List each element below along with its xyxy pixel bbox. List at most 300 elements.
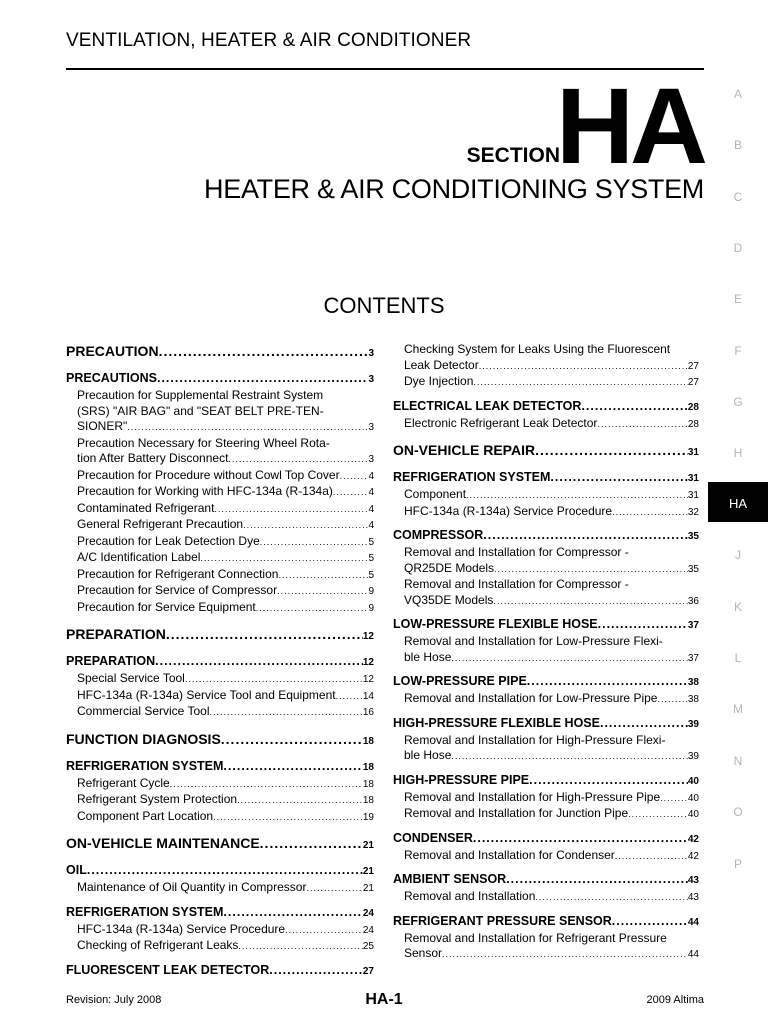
toc-entry-row xyxy=(66,583,374,600)
toc-entry-page: 24 xyxy=(362,924,374,936)
toc-entry-row xyxy=(66,834,374,855)
toc-entry[interactable] xyxy=(393,616,699,634)
toc-entry-row xyxy=(66,342,374,363)
toc-entry-row xyxy=(393,593,699,610)
toc-entry-row xyxy=(393,889,699,906)
toc-entry[interactable] xyxy=(393,634,699,666)
toc-entry-title: Removal and Installation xyxy=(404,889,536,903)
toc-entry-page: 39 xyxy=(687,718,699,730)
toc-entry-title: Removal and Installation for High-Pressure Pipe xyxy=(404,789,661,804)
toc-entry-title: tion After Battery Disconnect xyxy=(77,451,229,465)
dot-leader xyxy=(256,601,369,617)
toc-entry[interactable] xyxy=(66,862,374,880)
toc-entry[interactable] xyxy=(393,673,699,691)
footer-page-id: HA-1 xyxy=(365,991,403,1008)
toc-entry-title: Precaution for Procedure without Cowl Top Cover xyxy=(77,467,340,482)
toc-entry-row xyxy=(66,862,374,880)
toc-entry-row xyxy=(393,691,699,708)
contents-left-column xyxy=(66,342,374,980)
toc-entry-title: SIONER" xyxy=(77,419,128,433)
toc-entry-title: Contaminated Refrigerant xyxy=(77,500,215,515)
toc-entry-row xyxy=(66,419,374,436)
toc-entry-title: Commercial Service Tool xyxy=(77,704,210,718)
toc-entry-page: 27 xyxy=(362,965,374,977)
dot-leader xyxy=(529,772,688,788)
dot-leader xyxy=(550,469,687,485)
toc-entry-title: CONDENSER xyxy=(393,830,473,845)
toc-entry-page: 40 xyxy=(687,809,699,820)
toc-entry-title: Sensor xyxy=(404,946,443,960)
toc-entry-title-line: (SRS) "AIR BAG" and "SEAT BELT PRE-TEN- xyxy=(77,403,324,418)
dot-leader xyxy=(127,420,368,436)
toc-entry-title: Precaution for Service Equipment xyxy=(77,599,256,614)
toc-entry[interactable] xyxy=(66,880,374,897)
toc-entry-page: 3 xyxy=(368,348,374,359)
toc-entry-title: Dye Injection xyxy=(404,374,474,388)
tab-k[interactable]: K xyxy=(733,600,742,614)
tab-ha[interactable]: HA xyxy=(708,482,768,522)
toc-entry-row xyxy=(66,550,374,567)
toc-entry-title: Removal and Installation for Junction Pipe xyxy=(404,806,629,820)
dot-leader xyxy=(285,923,363,939)
toc-entry[interactable] xyxy=(393,715,699,733)
dot-leader xyxy=(336,689,363,705)
toc-entry-page: 9 xyxy=(368,602,374,614)
toc-entry[interactable] xyxy=(66,834,374,855)
toc-entry-row xyxy=(66,653,374,671)
toc-entry-page: 18 xyxy=(362,761,374,773)
toc-entry-page: 44 xyxy=(687,916,699,928)
dot-leader xyxy=(269,962,363,978)
toc-entry-title: QR25DE Models xyxy=(404,560,495,575)
dot-leader xyxy=(506,871,688,887)
section-title: HEATER & AIR CONDITIONING SYSTEM xyxy=(204,174,704,204)
toc-entry[interactable] xyxy=(66,938,374,955)
toc-entry-row xyxy=(393,806,699,823)
dot-leader xyxy=(612,505,688,521)
dot-leader xyxy=(466,488,688,504)
toc-entry-row xyxy=(393,398,699,416)
dot-leader xyxy=(237,793,363,809)
dot-leader xyxy=(535,890,687,906)
toc-entry[interactable] xyxy=(66,758,374,776)
toc-entry-title: HIGH-PRESSURE PIPE xyxy=(393,772,530,787)
dot-leader xyxy=(597,417,687,433)
toc-entry-page: 5 xyxy=(368,553,374,564)
toc-entry-title: ON-VEHICLE MAINTENANCE xyxy=(66,835,260,851)
toc-entry-page: 42 xyxy=(687,833,699,845)
toc-entry-page: 5 xyxy=(368,569,374,581)
toc-entry-title: Electronic Refrigerant Leak Detector xyxy=(404,415,598,430)
toc-entry-page: 27 xyxy=(687,360,699,372)
toc-entry-row xyxy=(66,600,374,617)
toc-entry-row xyxy=(393,673,699,691)
toc-entry[interactable] xyxy=(393,772,699,790)
toc-entry-title-line: Removal and Installation for Compressor - xyxy=(404,577,629,591)
toc-entry-page: 4 xyxy=(368,503,374,515)
tab-f[interactable]: F xyxy=(734,344,742,358)
toc-entry-page: 4 xyxy=(368,470,374,482)
toc-entry[interactable] xyxy=(66,583,374,600)
toc-entry-title: PREPARATION xyxy=(66,626,166,642)
tab-e[interactable]: E xyxy=(733,292,742,306)
toc-entry-page: 42 xyxy=(687,850,699,862)
footer-model: 2009 Altima xyxy=(646,994,704,1006)
dot-leader xyxy=(660,791,688,807)
toc-entry-title-line: Removal and Installation for High-Pressure Flexi- xyxy=(404,732,666,747)
section-code: HA xyxy=(556,65,704,186)
tab-g[interactable]: G xyxy=(733,395,743,409)
toc-entry-page: 25 xyxy=(362,941,374,952)
dot-leader xyxy=(494,562,688,578)
dot-leader xyxy=(223,904,362,920)
toc-entry-page: 44 xyxy=(687,949,699,960)
dot-leader xyxy=(170,777,363,793)
toc-entry[interactable] xyxy=(393,545,699,577)
toc-entry-row xyxy=(66,880,374,897)
toc-entry[interactable] xyxy=(66,671,374,688)
toc-entry-row xyxy=(66,922,374,939)
tab-p[interactable]: P xyxy=(733,857,742,871)
dot-leader xyxy=(333,485,369,501)
toc-entry[interactable] xyxy=(66,370,374,388)
toc-entry-page: 12 xyxy=(362,674,374,685)
toc-entry-title: REFRIGERATION SYSTEM xyxy=(393,470,551,484)
toc-entry-row xyxy=(66,370,374,388)
toc-entry-row xyxy=(66,904,374,922)
dot-leader xyxy=(527,673,688,689)
dot-leader xyxy=(340,469,369,485)
toc-entry-row xyxy=(393,469,699,487)
dot-leader xyxy=(223,758,362,774)
dot-leader xyxy=(598,616,688,632)
dot-leader xyxy=(243,518,368,534)
toc-entry-row xyxy=(66,517,374,534)
toc-entry-page: 28 xyxy=(687,418,699,430)
dot-leader xyxy=(628,807,688,823)
toc-entry-title: ble Hose xyxy=(404,748,452,762)
toc-entry[interactable] xyxy=(393,848,699,865)
dot-leader xyxy=(155,653,363,669)
toc-entry[interactable] xyxy=(66,484,374,501)
toc-entry[interactable] xyxy=(393,342,699,374)
toc-entry-page: 40 xyxy=(687,792,699,804)
toc-entry-page: 27 xyxy=(687,377,699,388)
toc-entry-row xyxy=(66,671,374,688)
dot-leader xyxy=(442,947,688,963)
toc-entry-title: LOW-PRESSURE FLEXIBLE HOSE xyxy=(393,617,598,631)
contents-heading: CONTENTS xyxy=(323,293,445,318)
toc-entry-page: 3 xyxy=(368,422,374,433)
toc-entry-page: 40 xyxy=(687,775,699,787)
toc-entry-title: ELECTRICAL LEAK DETECTOR xyxy=(393,398,582,413)
toc-entry-title: PRECAUTION xyxy=(66,343,159,359)
toc-entry[interactable] xyxy=(66,730,374,751)
toc-entry-page: 3 xyxy=(368,374,374,385)
dot-leader xyxy=(214,502,368,518)
dot-leader xyxy=(157,370,368,386)
tab-b[interactable]: B xyxy=(733,138,742,152)
toc-entry-row xyxy=(66,501,374,518)
toc-entry-row xyxy=(66,758,374,776)
toc-entry-page: 43 xyxy=(687,892,699,903)
toc-entry[interactable] xyxy=(393,806,699,823)
toc-entry-page: 4 xyxy=(368,520,374,531)
toc-entry[interactable] xyxy=(393,871,699,889)
toc-entry-row xyxy=(66,962,374,980)
toc-entry[interactable] xyxy=(66,922,374,939)
tab-n[interactable]: N xyxy=(733,754,743,768)
toc-entry-title: AMBIENT SENSOR xyxy=(393,872,507,886)
toc-entry[interactable] xyxy=(66,704,374,721)
toc-entry-row xyxy=(66,704,374,721)
toc-entry-page: 36 xyxy=(687,595,699,607)
toc-entry-page: 38 xyxy=(687,694,699,705)
tab-d[interactable]: D xyxy=(733,241,743,255)
dot-leader xyxy=(221,730,363,748)
dot-leader xyxy=(479,359,688,375)
toc-entry[interactable] xyxy=(393,504,699,521)
toc-entry[interactable] xyxy=(393,487,699,504)
toc-entry-title: HFC-134a (R-134a) Service Procedure xyxy=(404,503,613,518)
toc-entry-row xyxy=(393,650,699,667)
toc-entry[interactable] xyxy=(393,913,699,931)
toc-entry-title: Component xyxy=(404,487,467,501)
toc-entry[interactable] xyxy=(66,625,374,646)
toc-entry-page: 3 xyxy=(368,454,374,465)
toc-entry-title-line: Removal and Installation for Refrigerant Pressure xyxy=(404,930,667,945)
toc-entry-title: FLUORESCENT LEAK DETECTOR xyxy=(66,962,270,977)
dot-leader xyxy=(612,913,688,929)
tab-h[interactable]: H xyxy=(733,446,743,460)
dot-leader xyxy=(493,594,688,610)
toc-entry-row xyxy=(393,527,699,545)
toc-entry-title: General Refrigerant Precaution xyxy=(77,517,244,531)
toc-entry-title: Component Part Location xyxy=(77,808,214,823)
toc-entry-row xyxy=(393,946,699,963)
toc-entry-page: 18 xyxy=(362,795,374,806)
toc-entry-page: 31 xyxy=(687,447,699,458)
dot-leader xyxy=(213,810,363,826)
dot-leader xyxy=(451,749,688,765)
dot-leader xyxy=(200,551,368,567)
dot-leader xyxy=(535,441,688,459)
toc-entry-page: 31 xyxy=(687,490,699,501)
toc-entry-row xyxy=(393,913,699,931)
dot-leader xyxy=(210,705,363,721)
toc-entry-title: Refrigerant System Protection xyxy=(77,792,238,806)
toc-entry-title: Precaution for Leak Detection Dye xyxy=(77,533,260,548)
toc-entry-row xyxy=(66,776,374,793)
toc-entry-title: Precaution for Working with HFC-134a (R-134a) xyxy=(77,484,333,498)
section-index-tabs xyxy=(704,0,768,1024)
toc-entry-row xyxy=(393,772,699,790)
toc-entry-page: 35 xyxy=(687,563,699,575)
toc-entry-page: 35 xyxy=(687,531,699,542)
toc-entry-page: 28 xyxy=(687,401,699,413)
toc-entry-title: PRECAUTIONS xyxy=(66,371,157,385)
dot-leader xyxy=(581,398,687,414)
dot-leader xyxy=(87,862,363,878)
dot-leader xyxy=(473,375,688,391)
toc-entry-row xyxy=(66,625,374,646)
toc-entry[interactable] xyxy=(66,388,374,436)
toc-entry-page: 39 xyxy=(687,751,699,762)
toc-entry-title: Removal and Installation for Condenser xyxy=(404,847,615,862)
toc-entry[interactable] xyxy=(393,469,699,487)
toc-entry-title: PREPARATION xyxy=(66,654,156,668)
toc-entry-row xyxy=(66,468,374,485)
toc-entry[interactable] xyxy=(66,962,374,980)
toc-entry[interactable] xyxy=(393,441,699,462)
toc-entry-title: Checking of Refrigerant Leaks xyxy=(77,938,239,952)
toc-entry-title: VQ35DE Models xyxy=(404,592,494,607)
toc-entry-title: Removal and Installation for Low-Pressure Pipe xyxy=(404,691,658,705)
toc-entry[interactable] xyxy=(66,501,374,518)
toc-entry-row xyxy=(393,358,699,375)
toc-entry-page: 18 xyxy=(362,735,374,747)
toc-entry[interactable] xyxy=(66,792,374,809)
toc-entry-row xyxy=(393,748,699,765)
toc-entry[interactable] xyxy=(66,567,374,584)
toc-entry[interactable] xyxy=(66,468,374,485)
toc-entry-row xyxy=(66,484,374,501)
tab-m[interactable]: M xyxy=(733,702,743,716)
toc-entry-row xyxy=(393,504,699,521)
dot-leader xyxy=(306,881,362,897)
toc-entry-row xyxy=(393,871,699,889)
toc-entry[interactable] xyxy=(393,931,699,963)
tab-o[interactable]: O xyxy=(733,805,743,819)
toc-entry-title: ble Hose xyxy=(404,649,452,664)
toc-entry-page: 21 xyxy=(362,883,374,894)
toc-entry[interactable] xyxy=(66,436,374,468)
toc-entry-row xyxy=(393,790,699,807)
toc-entry-row xyxy=(66,567,374,584)
toc-entry[interactable] xyxy=(393,691,699,708)
toc-entry[interactable] xyxy=(66,517,374,534)
toc-entry-page: 4 xyxy=(368,487,374,498)
section-label: SECTION xyxy=(466,144,560,167)
toc-entry-title: REFRIGERATION SYSTEM xyxy=(66,904,224,919)
toc-entry-page: 18 xyxy=(362,778,374,790)
toc-entry-row xyxy=(393,830,699,848)
toc-entry-title: HFC-134a (R-134a) Service Tool and Equipment xyxy=(77,687,336,702)
toc-entry-title: ON-VEHICLE REPAIR xyxy=(393,442,536,458)
tab-l[interactable]: L xyxy=(734,651,742,665)
toc-entry[interactable] xyxy=(393,790,699,807)
toc-entry[interactable] xyxy=(66,809,374,826)
toc-entry[interactable] xyxy=(66,600,374,617)
tab-j[interactable]: J xyxy=(735,548,741,562)
toc-entry[interactable] xyxy=(66,550,374,567)
dot-leader xyxy=(159,342,369,360)
toc-entry[interactable] xyxy=(393,398,699,416)
toc-entry-row xyxy=(66,730,374,751)
toc-entry-title-line: Checking System for Leaks Using the Fluorescent xyxy=(404,342,671,356)
toc-entry-row xyxy=(66,938,374,955)
dot-leader xyxy=(657,692,687,708)
toc-entry-row xyxy=(393,561,699,578)
toc-entry-title: Precaution for Refrigerant Connection xyxy=(77,566,279,581)
toc-entry-page: 43 xyxy=(687,875,699,886)
dot-leader xyxy=(260,834,363,852)
toc-entry-title: Maintenance of Oil Quantity in Compressor xyxy=(77,880,307,894)
toc-entry[interactable] xyxy=(393,830,699,848)
section-group-header: VENTILATION, HEATER & AIR CONDITIONER xyxy=(66,30,472,51)
dot-leader xyxy=(238,939,362,955)
toc-entry-title: Special Service Tool xyxy=(77,671,185,685)
toc-entry[interactable] xyxy=(393,527,699,545)
dot-leader xyxy=(600,715,688,731)
toc-entry-title: HIGH-PRESSURE FLEXIBLE HOSE xyxy=(393,715,600,730)
toc-entry[interactable] xyxy=(393,733,699,765)
toc-entry-title: FUNCTION DIAGNOSIS xyxy=(66,730,221,747)
toc-entry-row xyxy=(66,451,374,468)
toc-entry-page: 14 xyxy=(362,690,374,702)
dot-leader xyxy=(277,584,368,600)
toc-entry-row xyxy=(66,809,374,826)
dot-leader xyxy=(166,625,363,643)
toc-entry-title-line: Precaution Necessary for Steering Wheel Rota- xyxy=(77,435,330,450)
toc-entry-page: 32 xyxy=(687,506,699,518)
dot-leader xyxy=(615,849,688,865)
toc-entry-row xyxy=(393,416,699,433)
dot-leader xyxy=(473,830,688,846)
toc-entry-page: 16 xyxy=(362,707,374,718)
toc-entry[interactable] xyxy=(66,904,374,922)
toc-entry-row xyxy=(393,848,699,865)
toc-entry-page: 38 xyxy=(687,677,699,688)
tab-c[interactable]: C xyxy=(733,190,743,204)
toc-entry-page: 19 xyxy=(362,811,374,823)
toc-entry-row xyxy=(66,534,374,551)
toc-entry-page: 21 xyxy=(362,840,374,851)
toc-entry-title-line: Removal and Installation for Compressor - xyxy=(404,545,629,559)
toc-entry-row xyxy=(66,688,374,705)
toc-entry-title: HFC-134a (R-134a) Service Procedure xyxy=(77,921,286,936)
toc-entry-row xyxy=(66,792,374,809)
toc-entry-page: 21 xyxy=(362,866,374,877)
toc-entry-row xyxy=(393,441,699,462)
toc-entry-page: 12 xyxy=(362,631,374,642)
toc-entry[interactable] xyxy=(66,653,374,671)
toc-entry[interactable] xyxy=(393,416,699,433)
toc-entry[interactable] xyxy=(393,374,699,391)
toc-entry-title: COMPRESSOR xyxy=(393,528,484,542)
toc-entry-title: LOW-PRESSURE PIPE xyxy=(393,674,527,688)
toc-entry[interactable] xyxy=(66,688,374,705)
toc-entry-title: Leak Detector xyxy=(404,357,479,372)
tab-a[interactable]: A xyxy=(733,87,742,101)
toc-entry-title: A/C Identification Label xyxy=(77,550,201,564)
dot-leader xyxy=(483,527,688,543)
toc-entry-title-line: Removal and Installation for Low-Pressure Flexi- xyxy=(404,634,663,648)
toc-entry[interactable] xyxy=(393,577,699,609)
toc-entry-page: 9 xyxy=(368,586,374,597)
toc-entry-row xyxy=(393,487,699,504)
toc-entry[interactable] xyxy=(66,342,374,363)
toc-entry[interactable] xyxy=(66,534,374,551)
dot-leader xyxy=(451,651,688,667)
toc-entry-row xyxy=(393,616,699,634)
dot-leader xyxy=(228,452,368,468)
toc-entry[interactable] xyxy=(393,889,699,906)
toc-entry-title: OIL xyxy=(66,863,87,877)
toc-entry[interactable] xyxy=(66,776,374,793)
toc-entry-page: 31 xyxy=(687,473,699,484)
dot-leader xyxy=(278,568,368,584)
